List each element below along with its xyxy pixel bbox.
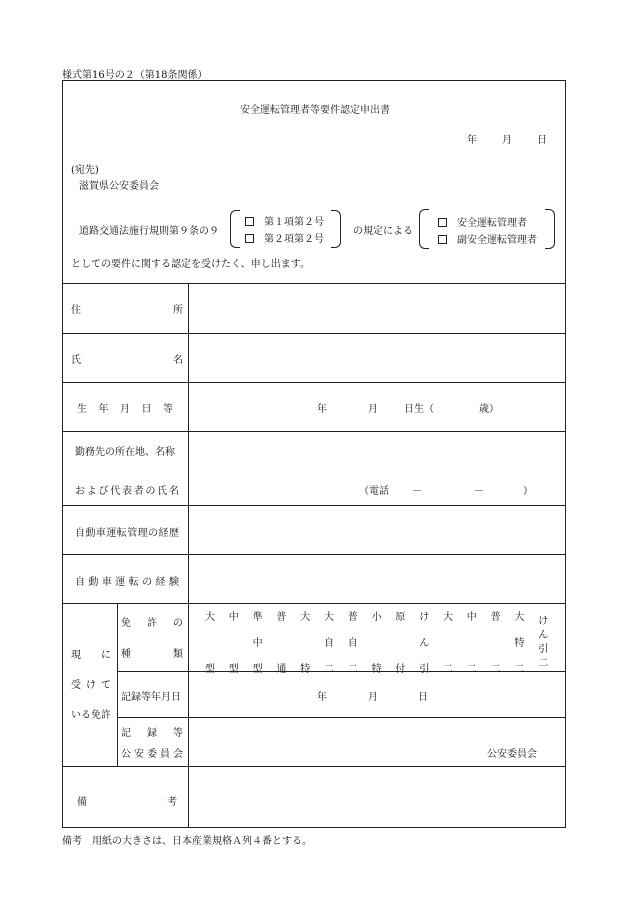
license-type-char: 中 bbox=[252, 638, 263, 649]
workplace-dash-2: － bbox=[474, 486, 484, 497]
license-type-char: 型 bbox=[228, 664, 239, 675]
license-type-char: 大 bbox=[300, 612, 311, 623]
license-type-char: 大 bbox=[443, 612, 453, 623]
license-type-char: 二 bbox=[466, 664, 477, 675]
management-history-label: 自 動 車 運 転 管 理 の 経 歴 bbox=[75, 528, 179, 539]
remarks-label: 備 考 bbox=[77, 797, 177, 808]
bracket-left-2 bbox=[419, 209, 429, 249]
license-type-char: 引 bbox=[419, 664, 430, 675]
license-type-label-1: 免 許 の bbox=[121, 618, 183, 629]
license-type-char: 特 bbox=[300, 664, 311, 675]
commission-label-1: 記 録 等 bbox=[121, 728, 183, 739]
license-type-char: 大 bbox=[205, 612, 215, 623]
license-type-char: 引 bbox=[538, 644, 549, 655]
birth-label: 生 年 月 日 等 bbox=[77, 404, 173, 415]
license-type-char: 二 bbox=[324, 664, 334, 675]
license-type-char: 準 bbox=[252, 612, 263, 623]
license-type-char: ん bbox=[538, 630, 549, 641]
bracket-right-1 bbox=[331, 210, 341, 248]
birth-age: 歳） bbox=[479, 404, 499, 415]
address-label: 住 所 bbox=[71, 305, 183, 316]
form-number: 様式第16号の２（第18条関係） bbox=[62, 70, 208, 81]
license-type-char: 付 bbox=[395, 664, 406, 675]
license-type-char: 普 bbox=[490, 612, 501, 623]
license-type-char: 特 bbox=[514, 638, 525, 649]
license-type-char: 型 bbox=[252, 664, 263, 675]
checkbox[interactable] bbox=[245, 217, 254, 226]
birth-year: 年 bbox=[317, 404, 327, 415]
license-type-char: 中 bbox=[466, 612, 477, 623]
current-license-label-3: い る 免 許 bbox=[71, 710, 111, 721]
date-year: 年 bbox=[467, 135, 477, 146]
license-type-char: 普 bbox=[347, 612, 358, 623]
checkbox[interactable] bbox=[438, 235, 447, 244]
license-type-char: 型 bbox=[205, 664, 215, 675]
license-type-char: 原 bbox=[395, 612, 406, 623]
license-type-char: 自 bbox=[347, 638, 358, 649]
bracket-left-1 bbox=[230, 210, 240, 248]
record-day: 日 bbox=[418, 692, 428, 703]
birth-day-age: 日生（ bbox=[404, 404, 434, 415]
license-type-char: 二 bbox=[514, 664, 525, 675]
workplace-label-1: 勤務先の所在地、名称 bbox=[75, 447, 175, 458]
form-title: 安全運転管理者等要件認定申出書 bbox=[240, 105, 390, 116]
remarks-field[interactable] bbox=[189, 767, 565, 827]
driving-experience-label: 自 動 車 運 転 の 経 験 bbox=[75, 577, 179, 588]
license-type-char: 中 bbox=[228, 612, 239, 623]
license-type-char: 通 bbox=[276, 664, 287, 675]
license-type-char: 二 bbox=[490, 664, 501, 675]
license-type-char: け bbox=[419, 612, 430, 623]
name-field[interactable] bbox=[189, 334, 565, 382]
license-type-char: け bbox=[538, 616, 549, 627]
commission-suffix: 公安委員会 bbox=[487, 749, 537, 760]
date-day: 日 bbox=[537, 135, 547, 146]
checkbox[interactable] bbox=[438, 218, 447, 227]
date-month: 月 bbox=[502, 135, 512, 146]
role-option-2: 副安全運転管理者 bbox=[438, 231, 537, 246]
current-license-label-1: 現 に bbox=[71, 650, 111, 661]
commission-label-2: 公 安 委 員 会 bbox=[121, 749, 183, 760]
workplace-close: ） bbox=[523, 486, 533, 497]
name-label: 氏 名 bbox=[71, 355, 183, 366]
regulation-middle: の規定による bbox=[353, 226, 413, 237]
request-text: としての要件に関する認定を受けたく、申し出ます。 bbox=[71, 259, 310, 270]
regulation-option-2: 第２項第２号 bbox=[245, 230, 324, 245]
license-type-char: 特 bbox=[371, 664, 382, 675]
license-type-char: 大 bbox=[514, 612, 525, 623]
footnote: 備考 用紙の大きさは、日本産業規格Ａ列４番とする。 bbox=[62, 836, 312, 847]
current-license-label-2: 受 け て bbox=[71, 680, 111, 691]
workplace-phone: （電話 bbox=[359, 486, 389, 497]
application-form bbox=[62, 80, 566, 828]
record-year: 年 bbox=[317, 692, 327, 703]
license-type-char: 小 bbox=[371, 612, 382, 623]
license-type-char: ん bbox=[419, 638, 430, 649]
role-option-1: 安全運転管理者 bbox=[438, 214, 527, 229]
address-field[interactable] bbox=[189, 284, 565, 333]
date-line bbox=[467, 131, 547, 146]
addressee-name: 滋賀県公安委員会 bbox=[79, 181, 159, 192]
license-type-char: 普 bbox=[276, 612, 287, 623]
regulation-option-1: 第１項第２号 bbox=[245, 213, 324, 228]
record-date-label: 記録等年月日 bbox=[121, 692, 181, 703]
license-type-char: 二 bbox=[443, 664, 453, 675]
record-month: 月 bbox=[368, 692, 378, 703]
license-type-label-2: 種 類 bbox=[121, 649, 183, 660]
license-type-char: 大 bbox=[324, 612, 334, 623]
bracket-right-2 bbox=[545, 209, 555, 249]
regulation-prefix: 道路交通法施行規則第９条の９ bbox=[79, 226, 219, 237]
birth-month: 月 bbox=[368, 404, 378, 415]
checkbox[interactable] bbox=[245, 234, 254, 243]
license-type-char: 二 bbox=[347, 664, 358, 675]
workplace-label-2: お よ び 代 表 者 の 氏 名 bbox=[75, 486, 179, 497]
license-type-char: 二 bbox=[538, 658, 549, 669]
license-type-char: 自 bbox=[324, 638, 334, 649]
workplace-dash-1: － bbox=[412, 486, 422, 497]
addressee-label: (宛先) bbox=[71, 165, 99, 176]
